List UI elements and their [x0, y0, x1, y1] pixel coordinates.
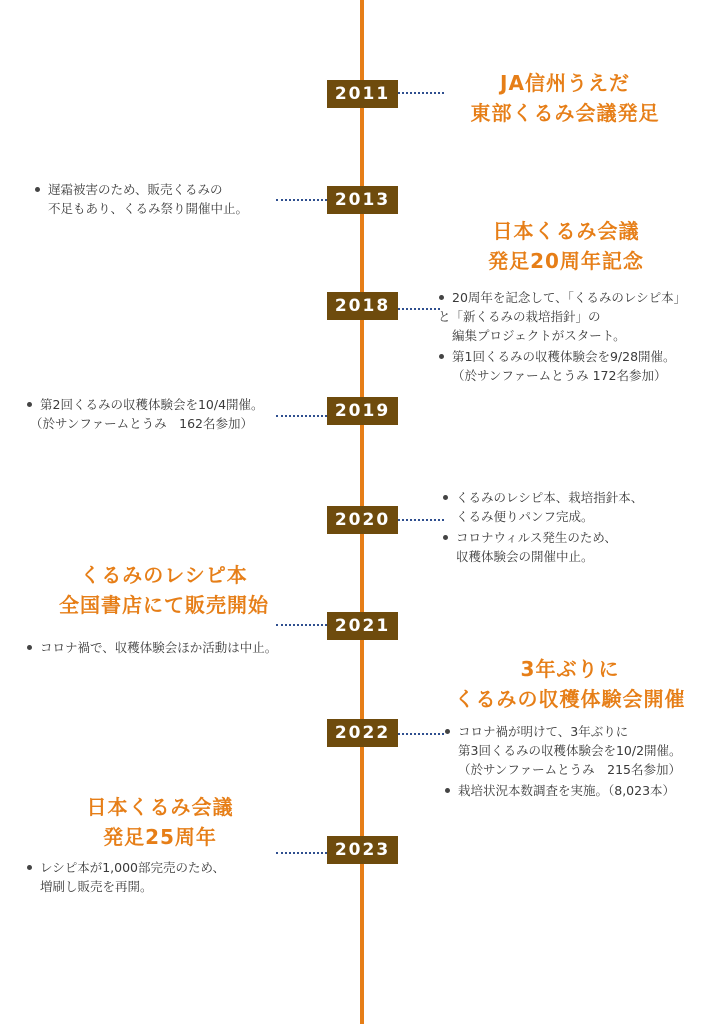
event-notes-2018	[438, 288, 686, 387]
event-notes-2019	[26, 395, 264, 435]
event-title-2021: くるみのレシピ本 全国書店にて販売開始	[59, 563, 269, 617]
connector-2011	[398, 92, 444, 94]
event-title-2022: 3年ぶりに くるみの収穫体験会開催	[454, 657, 686, 711]
list-item: 第1回くるみの収穫体験会を9/28開催。 （於サンファームとうみ 172名参加）	[438, 347, 686, 385]
connector-2020	[398, 519, 444, 521]
event-notes-2020	[442, 488, 643, 568]
list-item: 第2回くるみの収穫体験会を10/4開催。 （於サンファームとうみ 162名参加）	[26, 395, 264, 433]
event-notes-2021	[26, 638, 277, 659]
list-item: レシピ本が1,000部完売のため、 増刷し販売を再開。	[26, 858, 225, 896]
year-badge-2023: 2023	[327, 836, 398, 864]
year-badge-2011: 2011	[327, 80, 398, 108]
list-item: 20周年を記念して、「くるみのレシピ本」 と「新くるみの栽培指針」の 編集プロジェクトがスタート。	[438, 290, 687, 343]
connector-2019	[276, 415, 327, 417]
year-badge-2021: 2021	[327, 612, 398, 640]
list-item: コロナ禍で、収穫体験会ほか活動は中止。	[26, 638, 277, 657]
list-item: コロナ禍が明けて、3年ぶりに 第3回くるみの収穫体験会を10/2開催。 （於サンファームとうみ 215名参加）	[444, 722, 682, 779]
year-badge-2018: 2018	[327, 292, 398, 320]
connector-2013	[276, 199, 327, 201]
event-title-2023: 日本くるみ会議 発足25周年	[86, 795, 234, 849]
connector-2023	[276, 852, 327, 854]
event-title-2011: JA信州うえだ 東部くるみ会議発足	[470, 71, 660, 125]
year-badge-2019: 2019	[327, 397, 398, 425]
event-title-2018: 日本くるみ会議 発足20周年記念	[488, 219, 644, 273]
list-item: くるみのレシピ本、栽培指針本、 くるみ便りパンフ完成。	[442, 488, 643, 526]
list-item: コロナウィルス発生のため、 収穫体験会の開催中止。	[442, 528, 643, 566]
event-notes-2013	[34, 180, 248, 220]
connector-2018	[398, 308, 440, 310]
list-item: 遅霜被害のため、販売くるみの 不足もあり、くるみ祭り開催中止。	[34, 180, 248, 218]
connector-2021	[276, 624, 327, 626]
year-badge-2022: 2022	[327, 719, 398, 747]
event-notes-2023	[26, 858, 225, 898]
connector-2022	[398, 733, 444, 735]
list-item: 栽培状況本数調査を実施。（8,023本）	[444, 781, 682, 800]
event-notes-2022	[444, 722, 682, 802]
year-badge-2020: 2020	[327, 506, 398, 534]
year-badge-2013: 2013	[327, 186, 398, 214]
